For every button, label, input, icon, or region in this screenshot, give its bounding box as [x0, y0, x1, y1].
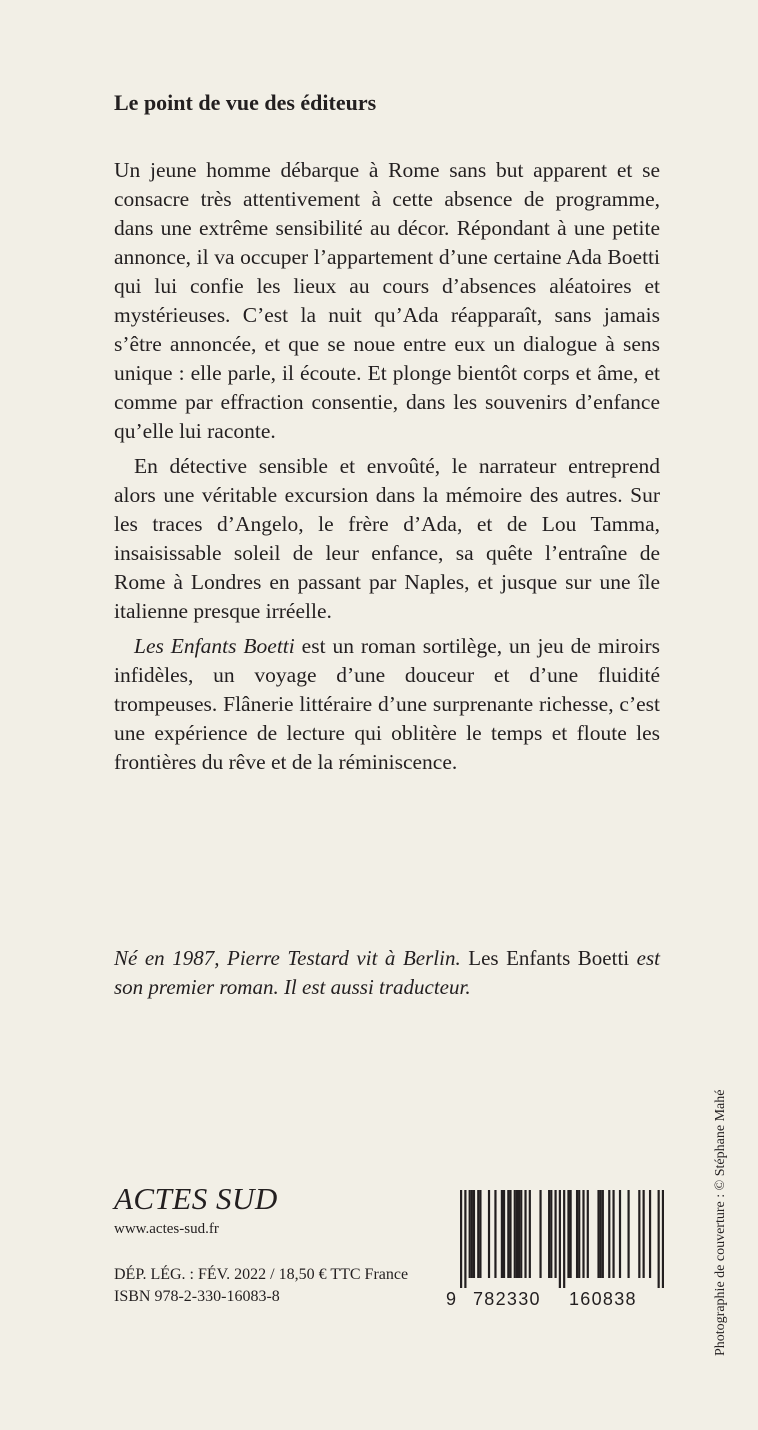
blurb: [114, 156, 660, 777]
bio-part-2: est son premier roman. Il est aussi traducteur.: [114, 946, 660, 999]
barcode-left-digits: 782330: [473, 1289, 541, 1309]
barcode-bar: [649, 1190, 651, 1278]
barcode-bar: [550, 1190, 552, 1278]
barcode-bar: [516, 1190, 518, 1278]
barcode-bar: [576, 1190, 578, 1278]
barcode-bar: [503, 1190, 505, 1278]
publisher-logo: ACTES SUD: [114, 1181, 278, 1216]
barcode-bar: [612, 1190, 614, 1278]
barcode-bar: [600, 1190, 602, 1278]
barcode-bar: [477, 1190, 479, 1278]
barcode-bar: [518, 1190, 520, 1278]
barcode-bar: [559, 1190, 561, 1288]
bio-book-title: Les Enfants Boetti: [460, 946, 630, 970]
barcode-bar: [619, 1190, 621, 1278]
barcode-bar: [520, 1190, 522, 1278]
paragraph-2: En détective sensible et envoûté, le narrateur entreprend alors une véritable excursion dans la mémoire des autres. Sur les traces d’Angelo, le frère d’Ada, et de Lou Tamma, insaisissable soleil de leur enfance, sa quête l’entraîne de Rome à Londres en passant par Naples, et jusque sur une île italienne presque irréelle.: [114, 454, 660, 623]
photo-credit: Photographie de couverture : © Stéphane Mahé: [713, 1089, 728, 1356]
barcode: [446, 1190, 668, 1310]
barcode-bar: [597, 1190, 599, 1278]
barcode-bar: [464, 1190, 466, 1288]
barcode-bar: [608, 1190, 610, 1278]
isbn: ISBN 978-2-330-16083-8: [114, 1288, 280, 1305]
barcode-bar: [554, 1190, 556, 1278]
barcode-bar: [514, 1190, 516, 1278]
paragraph-1: Un jeune homme débarque à Rome sans but apparent et se consacre très attentivement à cette absence de programme, dans une extrême sensibilité au décor. Répondant à une petite annonce, il va occuper l’appartement d’une certaine Ada Boetti qui lui confie les lieux au cours d’absences aléatoires et mystérieuses. C’est la nuit qu’Ada réapparaît, sans jamais s’être annoncée, et que se noue entre eux un dialogue à sens unique : elle parle, il écoute. Et plonge bientôt corps et âme, et comme par effraction consentie, dans les souvenirs d’enfance qu’elle lui raconte.: [114, 158, 660, 443]
barcode-bar: [638, 1190, 640, 1278]
barcode-bar: [570, 1190, 572, 1278]
barcode-bar: [658, 1190, 660, 1288]
publisher-url: www.actes-sud.fr: [114, 1221, 219, 1237]
paragraph-3-text: est un roman sortilège, un jeu de miroirs infidèles, un voyage d’une douceur et d’une fluidité trompeuses. Flânerie littéraire d’une surprenante richesse, c’est une expérience de lecture qui oblitère le temps et floute les frontières du rêve et de la réminiscence.: [114, 634, 660, 774]
barcode-bar: [488, 1190, 490, 1278]
barcode-bar: [507, 1190, 509, 1278]
author-bio: [114, 944, 660, 1002]
barcode-bars: [460, 1190, 664, 1288]
barcode-bar: [643, 1190, 645, 1278]
barcode-bar: [582, 1190, 584, 1278]
barcode-bar: [471, 1190, 473, 1278]
barcode-bar: [567, 1190, 569, 1278]
barcode-bar: [627, 1190, 629, 1278]
legal-info: [114, 1264, 408, 1308]
barcode-digits: [446, 1290, 668, 1308]
barcode-bar: [587, 1190, 589, 1278]
book-title: Les Enfants Boetti: [134, 634, 295, 658]
barcode-bar: [548, 1190, 550, 1278]
barcode-bar: [524, 1190, 526, 1278]
barcode-bar: [563, 1190, 565, 1288]
barcode-bar: [509, 1190, 511, 1278]
heading: Le point de vue des éditeurs: [114, 90, 377, 115]
bio-part-1: Né en 1987, Pierre Testard vit à Berlin.: [114, 946, 461, 970]
barcode-bar: [539, 1190, 541, 1278]
barcode-first-digit: 9: [446, 1289, 457, 1309]
barcode-bar: [494, 1190, 496, 1278]
barcode-bar: [578, 1190, 580, 1278]
barcode-bar: [501, 1190, 503, 1278]
barcode-right-digits: 160838: [569, 1289, 637, 1309]
barcode-bar: [479, 1190, 481, 1278]
barcode-bar: [460, 1190, 462, 1288]
barcode-bar: [469, 1190, 471, 1278]
barcode-bar: [473, 1190, 475, 1278]
barcode-bar: [662, 1190, 664, 1288]
legal-deposit-price: DÉP. LÉG. : FÉV. 2022 / 18,50 € TTC France: [114, 1266, 409, 1283]
barcode-bar: [529, 1190, 531, 1278]
paragraph-3: [114, 632, 660, 777]
barcode-bar: [602, 1190, 604, 1278]
